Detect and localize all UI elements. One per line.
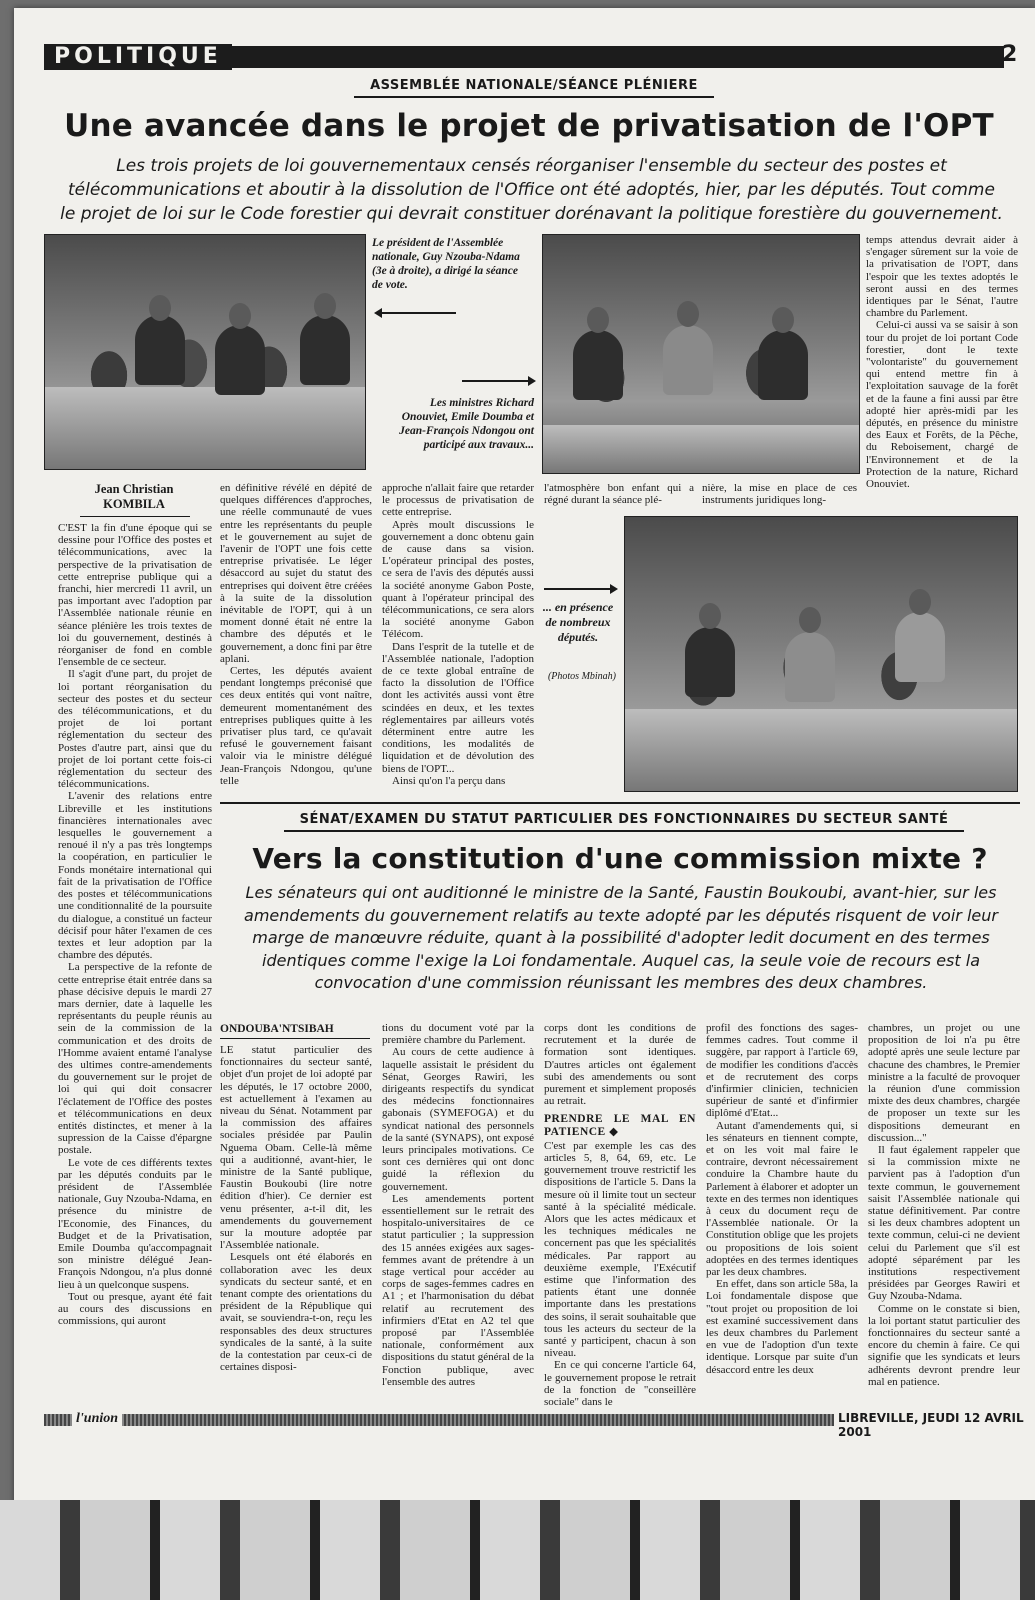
kicker-rule: [354, 96, 714, 98]
arrow-left-icon: [376, 312, 456, 314]
dateline: LIBREVILLE, JEUDI 12 AVRIL 2001: [834, 1411, 1035, 1439]
paragraph: En effet, dans son article 58a, la Loi fondamentale dispose que "tout projet ou proposition de loi est examiné successivement dans les deux chambres du Parlement en vue de l'adoption d'un texte identique. Lorsque par suite d'un désaccord entre les deux: [706, 1278, 858, 1376]
newspaper-page: [14, 8, 1035, 1508]
article1-column-4: [544, 482, 694, 510]
article1-column-1: [58, 522, 212, 1328]
paragraph: Celui-ci aussi va se saisir à son tour du projet de loi portant Code forestier, dont le texte "volontariste" du gouvernement qui entend mettre fin à l'exploitation sauvage de la forêt et de la faune a fini aussi par être adopté hier après-midi par les députés, en présence du ministre des Eaux et Forêts, de la Pêche, du Reboisement, chargé de l'Environnement et de la Protection de la nature, Richard Onouviet.: [866, 319, 1018, 491]
kicker-rule: [284, 830, 964, 832]
subheading: PRENDRE LE MAL EN PATIENCE ◆: [544, 1113, 696, 1138]
paragraph: Dans l'esprit de la tutelle et de l'Assemblée nationale, l'adoption de ce texte global entraîne de facto la dissolution de l'Office dont les activités aussi vont être scindées en deux, et les textes réglementaires par ailleurs votés déterminent entre autre les conditions, les modalités de liquidation et de dévolution des biens de l'OPT...: [382, 640, 534, 775]
paragraph: Autant d'amendements qui, si les sénateurs en tiennent compte, et on les voit mal faire le contraire, devront nécessairement conduire la Chambre haute du Parlement à élaborer et adopter un texte en des termes non identiques à ceux du document reçu de l'Assemblée nationale. Or la Constitution oblige que les projets ou propositions de lois soient adoptées en des termes identiques par les deux chambres.: [706, 1119, 858, 1279]
article2-byline: ONDOUBA'NTSIBAH: [220, 1023, 334, 1035]
paragraph: Après moult discussions le gouvernement a donc obtenu gain de cause dans sa vision. L'opérateur principal des postes, ce sera de l'avis des députés aussi la société anonyme Gabon Poste, quant à l'opérateur principal des télécommunications, ce sera alors la société anonyme Gabon Télécom.: [382, 518, 534, 641]
paragraph: temps attendus devrait aider à s'engager sûrement sur la voie de la privatisation de l'OPT, dans l'espoir que les textes adoptés le seront aussi en des termes identiques par le Sénat, l'autre chambre du Parlement.: [866, 234, 1018, 320]
paragraph: Ainsi qu'on l'a perçu dans: [392, 774, 506, 787]
paragraph: Tout ou presque, ayant été fait au cours des discussions en commissions, qui auront: [58, 1290, 212, 1328]
paragraph: Il s'agit d'une part, du projet de loi portant réorganisation du secteur des postes et du secteur des télécommunications, et du projet de loi portant réglementation du secteur des Postes d'autre part, ainsi que du projet de loi portant cette fois-ci réglementation du secteur des télécommunications.: [58, 668, 212, 791]
paragraph: LE statut particulier des fonctionnaires du secteur santé, objet d'un projet de loi adopté par les députés, le 17 octobre 2000, est actuellement à l'examen au niveau du Sénat. Notamment par la commission des affaires sociales présidée par Paulin Nguema Obam. Celle-là même qui a auditionné, avant-hier, le ministre de la Santé publique, Faustin Boukoubi (lire notre édition d'hier). Ce dernier est venu présenter, a-t-il dit, les amendements du gouvernement sur la mouture adoptée par l'Assemblée nationale.: [220, 1044, 372, 1252]
photo-ministers: [542, 234, 860, 474]
paragraph: chambres, un projet ou une proposition de loi n'a pu être adopté après une seule lecture par chacune des chambres, le Premier ministre a la faculté de provoquer la réunion d'une commission mixte des deux chambres, chargée de proposer un texte sur les dispositions demeurant en discussion...": [868, 1022, 1020, 1144]
paragraph: corps dont les conditions de recrutement et la durée de formation sont identiques. D'autres articles ont également subi des amendements ou sont purement et simplement proposés au retrait.: [544, 1022, 696, 1108]
article1-column-6: [866, 234, 1018, 494]
byline-rule: [220, 1038, 370, 1039]
paragraph: approche n'allait faire que retarder le processus de privatisation de cette entreprise.: [382, 482, 534, 519]
article1-column-2: [220, 482, 372, 792]
caption-assembly-president: Le président de l'Assemblée nationale, Guy Nzouba-Ndama (3e à droite), a dirigé la séance de vote.: [372, 237, 520, 291]
article1-byline: Jean Christian KOMBILA: [94, 482, 174, 511]
article1-kicker: ASSEMBLÉE NATIONALE/SÉANCE PLÉNIERE: [370, 78, 698, 93]
article2-headline: Vers la constitution d'une commission mixte ?: [252, 842, 988, 875]
paragraph: Les amendements portent essentiellement sur le retrait des hospitalo-universitaires de ce statut particulier ; la suppression des 15 années exigées aux sages-femmes avant de prétendre à un stage vertical pour accéder au corps de sages-femmes cadres en A1 ; et l'harmonisation du débat relatif au recrutement des infirmiers d'Etat en A2 tel que proposé par l'Assemblée nationale, conformément aux dispositions du statut général de la Fonction publique, avec l'ensemble des autres: [382, 1192, 534, 1388]
newspaper-name: l'union: [72, 1411, 122, 1427]
article2-column-1: [220, 1044, 372, 1402]
arrow-right-icon: [462, 380, 534, 382]
paragraph: en définitive révélé en dépité de quelques différences d'approches, une réelle communauté de vues entre les représentants du peuple et le gouvernement au sujet de l'avenir de l'OPT une fois cette entreprise privatisée. Le léger désaccord au sujet du statut des entreprises qui doivent être créées à la suite de la dissolution inévitable de l'OPT, qui à un moment donné était né entre la chambre des députés et le gouvernement, a donc fini par être aplani.: [220, 482, 372, 665]
paragraph: nière, la mise en place de ces instruments juridiques long-: [702, 482, 857, 507]
paragraph: profil des fonctions des sages-femmes cadres. Tout comme il suggère, par rapport à l'article 69, de modifier les conditions d'accès et de recrutement des corps d'infirmier clinicien, technicien supérieur de santé et d'infirmier diplômé d'Etat...: [706, 1022, 858, 1120]
paragraph: l'atmosphère bon enfant qui a régné durant la séance plé-: [544, 482, 694, 507]
paragraph: Au cours de cette audience à laquelle assistait le président du Sénat, Georges Rawiri, les dirigeants respectifs du syndicat des médecins fonctionnaires gabonais (SYMEFOGA) et du syndicat national des personnels de la santé (SYNAPS), ont exposé leurs principales motivations. Ce sont ces dernières qui ont donc guidé la réflexion du gouvernement.: [382, 1046, 534, 1193]
paragraph: tions du document voté par la première chambre du Parlement.: [382, 1022, 534, 1047]
article-divider: [220, 802, 1020, 804]
caption-ministers: Les ministres Richard Onouviet, Emile Doumba et Jean-François Ndongou ont participé aux travaux...: [399, 397, 534, 451]
article2-deck: Les sénateurs qui ont auditionné le ministre de la Santé, Faustin Boukoubi, avant-hier, sur les amendements du gouvernement relatifs au texte adopté par les députés risquent de voir leur marge de manœuvre réduite, quant à la possibilité d'adopter ledit document en des termes identiques comme l'exige la Loi fondamentale. Auquel cas, la seule voie de recours est la convocation d'une commission réunissant les membres des deux chambres.: [244, 883, 998, 992]
paragraph: L'avenir des relations entre Libreville et les institutions financières internationales avec lesquelles le gouvernement a renoué il n'y a pas très longtemps la coopération, en particulier le Fonds monétaire international qui fait de la privatisation de l'Office des postes et télécommunications une conditionnalité de la poursuite du dialogue, a constitué un facteur décisif pour hâter l'examen de ces textes et leur adoption par la chambre des députés.: [58, 790, 212, 962]
paragraph: La perspective de la refonte de cette entreprise était entrée dans sa phase décisive depuis le mardi 27 mars dernier, date à laquelle les représentants du peuple réunis au sein de la commission de la communication et des droits de l'Homme avaient entamé l'analyse des ultimes contre-amendements du gouvernement sur le projet de loi qui qui doit consacrer l'éclatement de l'Office des postes et télécommunications en deux entités distinctes, et mener à la supression de la Caisse d'épargne postale.: [58, 961, 212, 1157]
article2-kicker: SÉNAT/EXAMEN DU STATUT PARTICULIER DES FONCTIONNAIRES DU SECTEUR SANTÉ: [299, 812, 949, 827]
article1-deck: Les trois projets de loi gouvernementaux censés réorganiser l'ensemble du secteur des postes et télécommunications et aboutir à la dissolution de l'Office ont été adoptés, hier, par les députés. Tout comme le projet de loi sur le Code forestier qui devrait constituer dorénavant la politique forestière du gouvernement.: [60, 156, 1003, 224]
paragraph: Comme on le constate si bien, la loi portant statut particulier des fonctionnaires du secteur santé a encore du chemin à faire. Ce qui signifie que les syndicats et leurs adhérents devront prendre leur mal en patience.: [868, 1302, 1020, 1388]
paragraph: C'EST la fin d'une époque qui se dessine pour l'Office des postes et télécommunications, avec la perspective de la privatisation de cette entreprise publique qui a franchi, hier mercredi 11 avril, un pas important avec l'adoption par l'Assemblée nationale réunie en séance plénière les trois textes de loi du gouvernement, destinés à réorganiser de fond en comble l'ensemble de ce secteur.: [58, 522, 212, 669]
paragraph: Certes, les députés avaient pendant longtemps préconisé que ces deux entités qui vont naître, demeurent momentanément des entreprises publiques quitte à les privatiser plus tard, ce qu'avait refusé le gouvernement faisant valoir via le ministre délégué Jean-François Ndongou, qu'une telle: [220, 665, 372, 787]
page-number: 2: [1002, 42, 1018, 67]
arrow-right-icon: [544, 588, 616, 590]
article2-column-2: [382, 1022, 534, 1402]
paragraph: Le vote de ces différents textes par les députés conduits par le président de l'Assemblée nationale, Guy Nzouba-Ndama, en présence du ministre de l'Economie, des Finances, du Budget et de la Privatisation, Emile Doumba qu'accompagnait son ministre délégué Jean-François Ndongou, n'a plus donné lieu à un quelconque suspens.: [58, 1156, 212, 1291]
article1-column-3: [382, 482, 534, 792]
paragraph: C'est par exemple les cas des articles 5, 8, 64, 69, etc. Le gouvernement trouve restrictif les dispositions de l'article 5. Dans la mesure où il limite tout un secteur santé à la spécialité médicale. Alors que les actes médicaux et les techniques médicales ne concernent pas que les spécialités médicales. Par rapport au deuxième exemple, l'Exécutif estime que l'information des patients étant une donnée importante dans les prestations des soins, il serait souhaitable que tous les acteurs du secteur de la santé y participent, chacun à son niveau.: [544, 1139, 696, 1360]
paragraph: Lesquels ont été élaborés en collaboration avec les deux syndicats du secteur santé, et en tenant compte des orientations du président de la République qui avait, se souviendra-t-on, reçu les responsables des deux structures syndicales de la santé, à la suite de la contestation par ceux-ci de certaines disposi-: [220, 1251, 372, 1374]
photo-credit: (Photos Mbinah): [547, 671, 617, 682]
byline-rule: [80, 516, 190, 517]
photo-assembly-president: [44, 234, 366, 470]
article1-column-5: [702, 482, 857, 510]
article1-headline: Une avancée dans le projet de privatisation de l'OPT: [64, 108, 994, 144]
caption-deputies: ... en présence de nombreux députés.: [542, 600, 614, 644]
paragraph: En ce qui concerne l'article 64, le gouvernement propose le retrait de la fonction de "conseillère sociale" dans le: [544, 1359, 696, 1409]
article2-column-5: [868, 1022, 1020, 1402]
section-label: POLITIQUE: [44, 44, 232, 70]
article2-column-4: [706, 1022, 858, 1402]
article2-column-3: [544, 1022, 696, 1409]
paragraph: Il faut également rappeler que si la commission mixte ne parvient pas à l'adoption d'un texte commun, le gouvernement saisit l'Assemblée nationale qui statue définitivement. Par contre si les deux chambres adoptent un texte commun, celui-ci ne devient celui du Parlement que s'il est adopté séparément par les institutions respectivement présidées par Georges Rawiri et Guy Nzouba-Ndama.: [868, 1144, 1020, 1303]
photo-deputies: [624, 516, 1018, 792]
background-floor: [0, 1500, 1035, 1600]
